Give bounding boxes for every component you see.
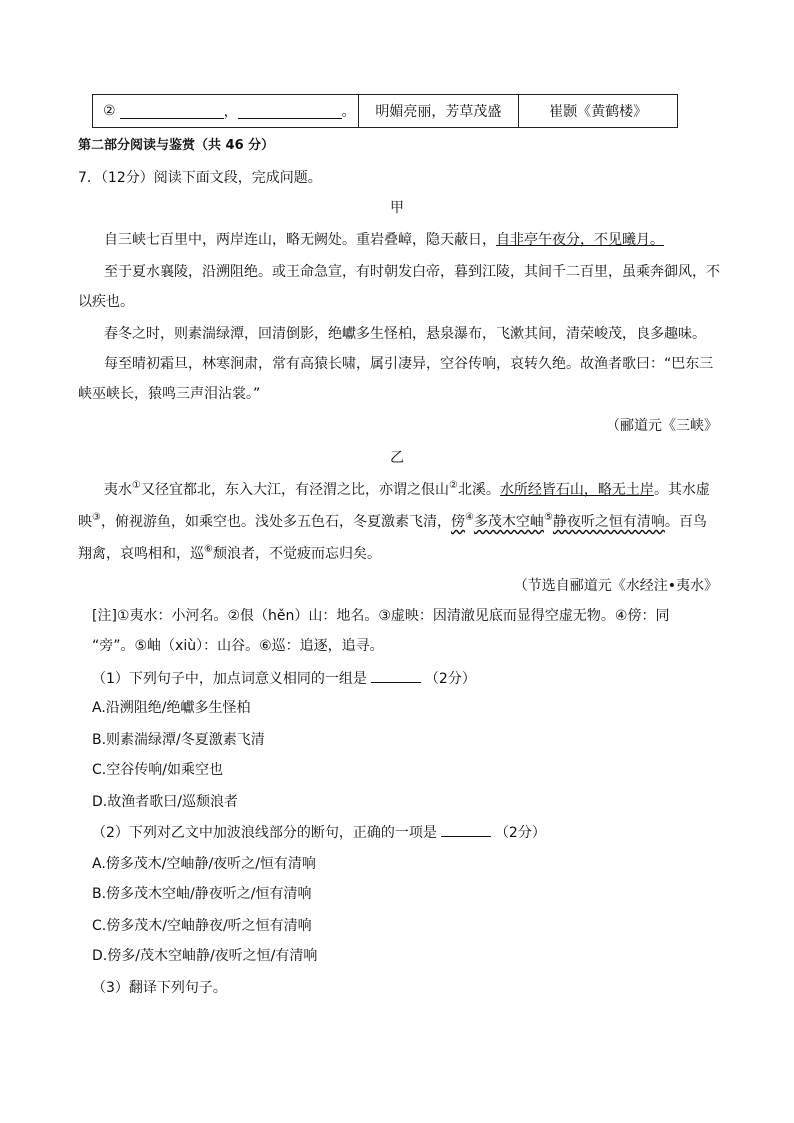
answer-blank[interactable] [371, 668, 421, 683]
score: （2分） [494, 825, 546, 841]
passage-yi-line2 [78, 512, 707, 532]
circled-number: ② [103, 103, 116, 119]
stem-text: （2）下列对乙文中加波浪线部分的断句，正确的一项是 [92, 825, 437, 841]
wavy-text: 静夜听之恒有清响 [552, 514, 665, 530]
note-mark: ② [448, 480, 458, 491]
text: 颓浪者，不觉疲而忘归矣。 [212, 546, 381, 562]
passage-jia-p4-line2: 峡巫峡长，猿鸣三声泪沾裳。” [78, 386, 261, 402]
table-cell-description: 明媚亮丽，芳草茂盛 [359, 95, 520, 127]
text: 翔禽，哀鸣相和，巡 [78, 546, 204, 562]
option-c[interactable]: C.空谷传响/如乘空也 [92, 762, 223, 778]
wavy-text: 傍 [450, 514, 465, 530]
passage-yi-source: （节选自郦道元《水经注•夷水》 [513, 578, 718, 594]
option-a[interactable]: A.沿溯阻绝/绝巘多生怪柏 [92, 700, 251, 716]
note-mark: ⑥ [204, 544, 213, 555]
note-mark: ⑤ [543, 512, 553, 523]
underlined-sentence: 水所经皆石山，略无土岸 [499, 482, 654, 498]
option-b[interactable]: B.傍多茂木空岫/静夜听之/恒有清响 [92, 886, 312, 902]
table-cell-source: 崔颢《黄鹤楼》 [549, 104, 648, 120]
answer-blank-1[interactable] [120, 104, 224, 119]
option-d[interactable]: D.故渔者歌曰/巡颓浪者 [92, 794, 238, 810]
note-mark: ③ [92, 512, 101, 523]
section-title: 第二部分阅读与鉴赏（共 46 分） [78, 138, 275, 153]
text: ，俯视游鱼，如乘空也。浅处多五色石，冬夏激素飞清， [100, 514, 451, 530]
text: 。其水虚 [653, 482, 710, 498]
passage-jia-p4-line1: 每至晴初霜旦，林寒涧肃，常有高猿长啸，属引凄异，空谷传响，哀转久绝。故渔者歌曰：“巴东三 [104, 356, 714, 372]
period: 。 [341, 104, 356, 120]
p1-text: 自三峡七百里中，两岸连山，略无阙处。重岩叠嶂，隐天蔽日， [104, 232, 496, 248]
subquestion-1-stem [92, 668, 476, 689]
passage-jia-p2-line1: 至于夏水襄陵，沿溯阻绝。或王命急宣，有时朝发白帝，暮到江陵，其间千二百里，虽乘奔御风，不 [104, 264, 720, 280]
option-b[interactable]: B.则素湍绿潭/冬夏激素飞清 [92, 732, 265, 748]
subquestion-2-stem [92, 822, 546, 843]
table-cell-fill-blank [93, 95, 359, 127]
score: （2分） [424, 671, 476, 687]
text: 夷水 [104, 482, 132, 498]
option-d[interactable]: D.傍多/茂木空岫静/夜听之恒/有清响 [92, 948, 318, 964]
text: 映 [78, 514, 92, 530]
passage-jia-source: （郦道元《三峡》 [606, 418, 718, 434]
notes-line1: [注]①夷水：小河名。②佷（hěn）山：地名。③虚映：因清澈见底而显得空虚无物。④傍：同 [92, 608, 670, 624]
passage-jia-title: 甲 [390, 200, 404, 216]
passage-jia-p3: 春冬之时，则素湍绿潭，回清倒影，绝巘多生怪柏，悬泉瀑布，飞漱其间，清荣峻茂，良多趣味。 [104, 326, 706, 342]
passage-jia-p2-line2: 以疾也。 [78, 294, 134, 310]
answer-blank[interactable] [441, 822, 491, 837]
question-7-title: 7．（12分）阅读下面文段，完成问题。 [78, 170, 322, 186]
stem-text: （1）下列句子中，加点词意义相同的一组是 [92, 671, 367, 687]
wavy-text: 多茂木空岫 [473, 514, 544, 530]
passage-jia-p1 [104, 230, 664, 250]
notes-line2: “旁”。⑤岫（xiù）：山谷。⑥巡：追逐，追寻。 [92, 638, 384, 654]
note-mark: ① [132, 480, 141, 491]
passage-yi-title: 乙 [390, 450, 404, 466]
subquestion-3-stem: （3）翻译下列句子。 [92, 980, 227, 996]
poem-table-row [92, 94, 678, 128]
passage-yi-line3 [78, 544, 381, 564]
option-c[interactable]: C.傍多茂木/空岫静夜/听之恒有清响 [92, 918, 312, 934]
text: 北溪。 [457, 482, 500, 498]
option-a[interactable]: A.傍多茂木/空岫静/夜听之/恒有清响 [92, 856, 316, 872]
text: 。百鸟 [664, 514, 707, 530]
text: 又径宜都北，东入大江，有泾渭之比，亦谓之佷山 [140, 482, 449, 498]
answer-blank-2[interactable] [238, 104, 342, 119]
comma: ， [223, 104, 238, 120]
note-mark: ④ [464, 512, 474, 523]
p1-underlined: 自非亭午夜分，不见曦月。 [496, 232, 664, 248]
passage-yi-line1 [104, 480, 710, 500]
